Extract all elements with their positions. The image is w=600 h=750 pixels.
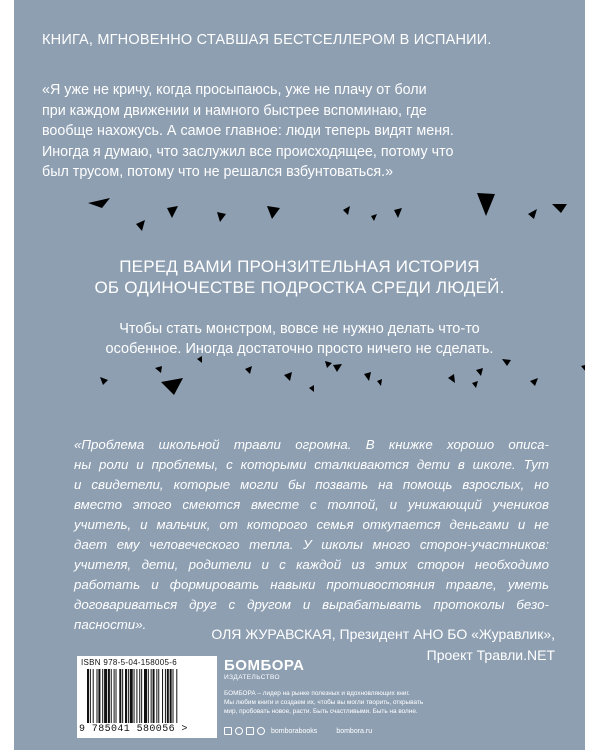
youtube-icon	[246, 727, 254, 735]
quote-line: вообще нахожусь. А самое главное: люди теперь видят меня.	[42, 123, 454, 139]
barcode-bar	[116, 669, 117, 723]
barcode-bar	[153, 669, 155, 723]
barcode-bar	[87, 669, 89, 723]
social-handle[interactable]: bomborabooks	[271, 727, 318, 735]
publisher-description-line: мир, пробовать новое, расти. Быть счастливыми. Быть на волне.	[224, 708, 418, 715]
triangle-shape	[167, 206, 178, 218]
triangle-shape	[528, 209, 537, 219]
review-line: учителя, дети, родители и с каждой из этих сторон необходимо	[74, 557, 549, 572]
triangle-shape	[217, 212, 226, 222]
triangle-shape	[161, 378, 183, 395]
barcode-bar	[151, 669, 152, 723]
vk-icon	[224, 727, 232, 735]
review-line: и свидетели, которые могли бы позвать на помощь взрослых, но	[74, 477, 549, 492]
barcode-bar	[104, 669, 107, 723]
barcode-bar	[148, 669, 149, 723]
review-line: работать и формировать навыки противостояния травле, уметь	[74, 577, 549, 592]
publisher-logo	[224, 658, 304, 681]
review-line: учитель, и мальчик, от которого семья откупается деньгами и не	[74, 517, 549, 532]
subheadline	[14, 319, 585, 359]
triangle-shape	[371, 214, 377, 221]
barcode-bar	[130, 669, 133, 723]
publisher-description-line: Мы любим книги и создаем их, чтобы вы могли творить, открывать	[224, 699, 424, 706]
triangle-shape	[476, 368, 483, 376]
barcode-bar	[162, 669, 163, 723]
headline-line: ОБ ОДИНОЧЕСТВЕ ПОДРОСТКА СРЕДИ ЛЮДЕЙ.	[94, 278, 505, 297]
triangle-shape	[581, 364, 585, 372]
barcode-bar	[173, 669, 174, 723]
headline	[14, 256, 585, 298]
headline-line: ПЕРЕД ВАМИ ПРОНЗИТЕЛЬНАЯ ИСТОРИЯ	[119, 257, 480, 276]
barcode-bar	[102, 669, 103, 723]
barcode-bar	[128, 669, 129, 723]
isbn-label: ISBN 978-5-04-158005-6	[81, 658, 177, 667]
isbn-barcode	[77, 656, 217, 738]
barcode-bar	[97, 669, 98, 723]
barcode-digits: 9 785041 580056 >	[79, 724, 188, 735]
publisher-description-line: БОМБОРА – лидер на рынке полезных и вдохновляющих книг.	[224, 690, 410, 697]
quote-line: Иногда я думаю, что заслужил все происходящее, потому что	[42, 143, 454, 160]
publisher-description	[224, 689, 464, 716]
publisher-subtitle: ИЗДАТЕЛЬСТВО	[224, 674, 280, 681]
quote-line: «Я уже не кричу, когда просыпаюсь, уже не плачу от боли	[42, 82, 427, 98]
barcode-bar	[119, 669, 121, 723]
quote-line: был трусом, потому что не решался взбунтоваться.»	[42, 164, 394, 180]
triangle-shape	[502, 359, 511, 366]
triangle-shape	[325, 361, 332, 368]
barcode-bar	[93, 669, 94, 723]
barcode-bar	[156, 669, 157, 723]
triangle-shape	[267, 206, 280, 219]
attribution-line: ОЛЯ ЖУРАВСКАЯ, Президент АНО БО «Журавлик»,	[211, 626, 555, 642]
triangle-shape	[448, 374, 455, 383]
barcode-icon	[87, 669, 207, 723]
triangle-shape	[472, 381, 478, 388]
triangle-shape	[343, 206, 350, 215]
telegram-icon	[257, 727, 265, 735]
barcode-bar	[134, 669, 135, 723]
publisher-name: БОМБОРА	[224, 657, 305, 674]
triangle-shape	[100, 377, 108, 385]
barcode-bar	[170, 669, 172, 723]
bestseller-tagline: КНИГА, МГНОВЕННО СТАВШАЯ БЕСТСЕЛЛЕРОМ В ИСПАНИИ.	[42, 32, 492, 48]
publisher-social	[224, 727, 372, 735]
barcode-bar	[144, 669, 147, 723]
barcode-bar	[141, 669, 142, 723]
book-back-cover	[14, 0, 585, 750]
triangle-shape	[364, 372, 371, 381]
subheadline-line: особенное. Иногда достаточно просто ничего не сделать.	[105, 341, 494, 357]
review-quote	[74, 435, 549, 635]
quote-line: при каждом движении и намного быстрее вспоминаю, где	[42, 102, 427, 119]
triangle-shape	[284, 372, 292, 381]
review-line: договариваться друг с другом и вырабатывать протоколы безо-	[74, 597, 549, 612]
barcode-bar	[111, 669, 112, 723]
barcode-bar	[90, 669, 91, 723]
barcode-bar	[176, 669, 177, 723]
barcode-bar	[114, 669, 115, 723]
triangle-shape	[155, 366, 162, 373]
review-line: «Проблема школьной травли огромна. В книжке хорошо описа-	[74, 437, 549, 452]
instagram-icon	[235, 727, 243, 735]
review-line: пасности».	[74, 617, 147, 632]
review-line: вместо этого смеются вместе с толпой, и унижающий учеников	[74, 497, 549, 512]
triangle-shape	[477, 193, 495, 216]
publisher-website-link[interactable]: bombora.ru	[336, 727, 373, 735]
triangle-shape	[88, 198, 110, 208]
barcode-bar	[165, 669, 166, 723]
barcode-bar	[167, 669, 169, 723]
attribution-line: Проект Травли.NET	[426, 647, 555, 663]
barcode-bar	[158, 669, 159, 723]
barcode-bar	[139, 669, 140, 723]
triangle-shape	[309, 385, 314, 392]
subheadline-line: Чтобы стать монстром, вовсе не нужно делать что-то	[119, 321, 480, 337]
review-line: ны роли и проблемы, с которыми сталкиваются дети в школе. Тут	[74, 457, 549, 472]
triangle-shape	[245, 366, 252, 374]
barcode-bar	[108, 669, 110, 723]
barcode-bar	[122, 669, 123, 723]
triangle-shape	[394, 208, 402, 218]
review-line: дает ему человеческого тепла. У школы много сторон-участников:	[74, 537, 549, 552]
barcode-bar	[98, 669, 100, 723]
triangle-shape	[552, 204, 567, 213]
triangle-shape	[377, 379, 382, 386]
triangle-shape	[530, 378, 538, 386]
barcode-bar	[136, 669, 137, 723]
barcode-bar	[125, 669, 127, 723]
triangle-shape	[136, 220, 145, 231]
triangle-shape	[333, 364, 342, 372]
